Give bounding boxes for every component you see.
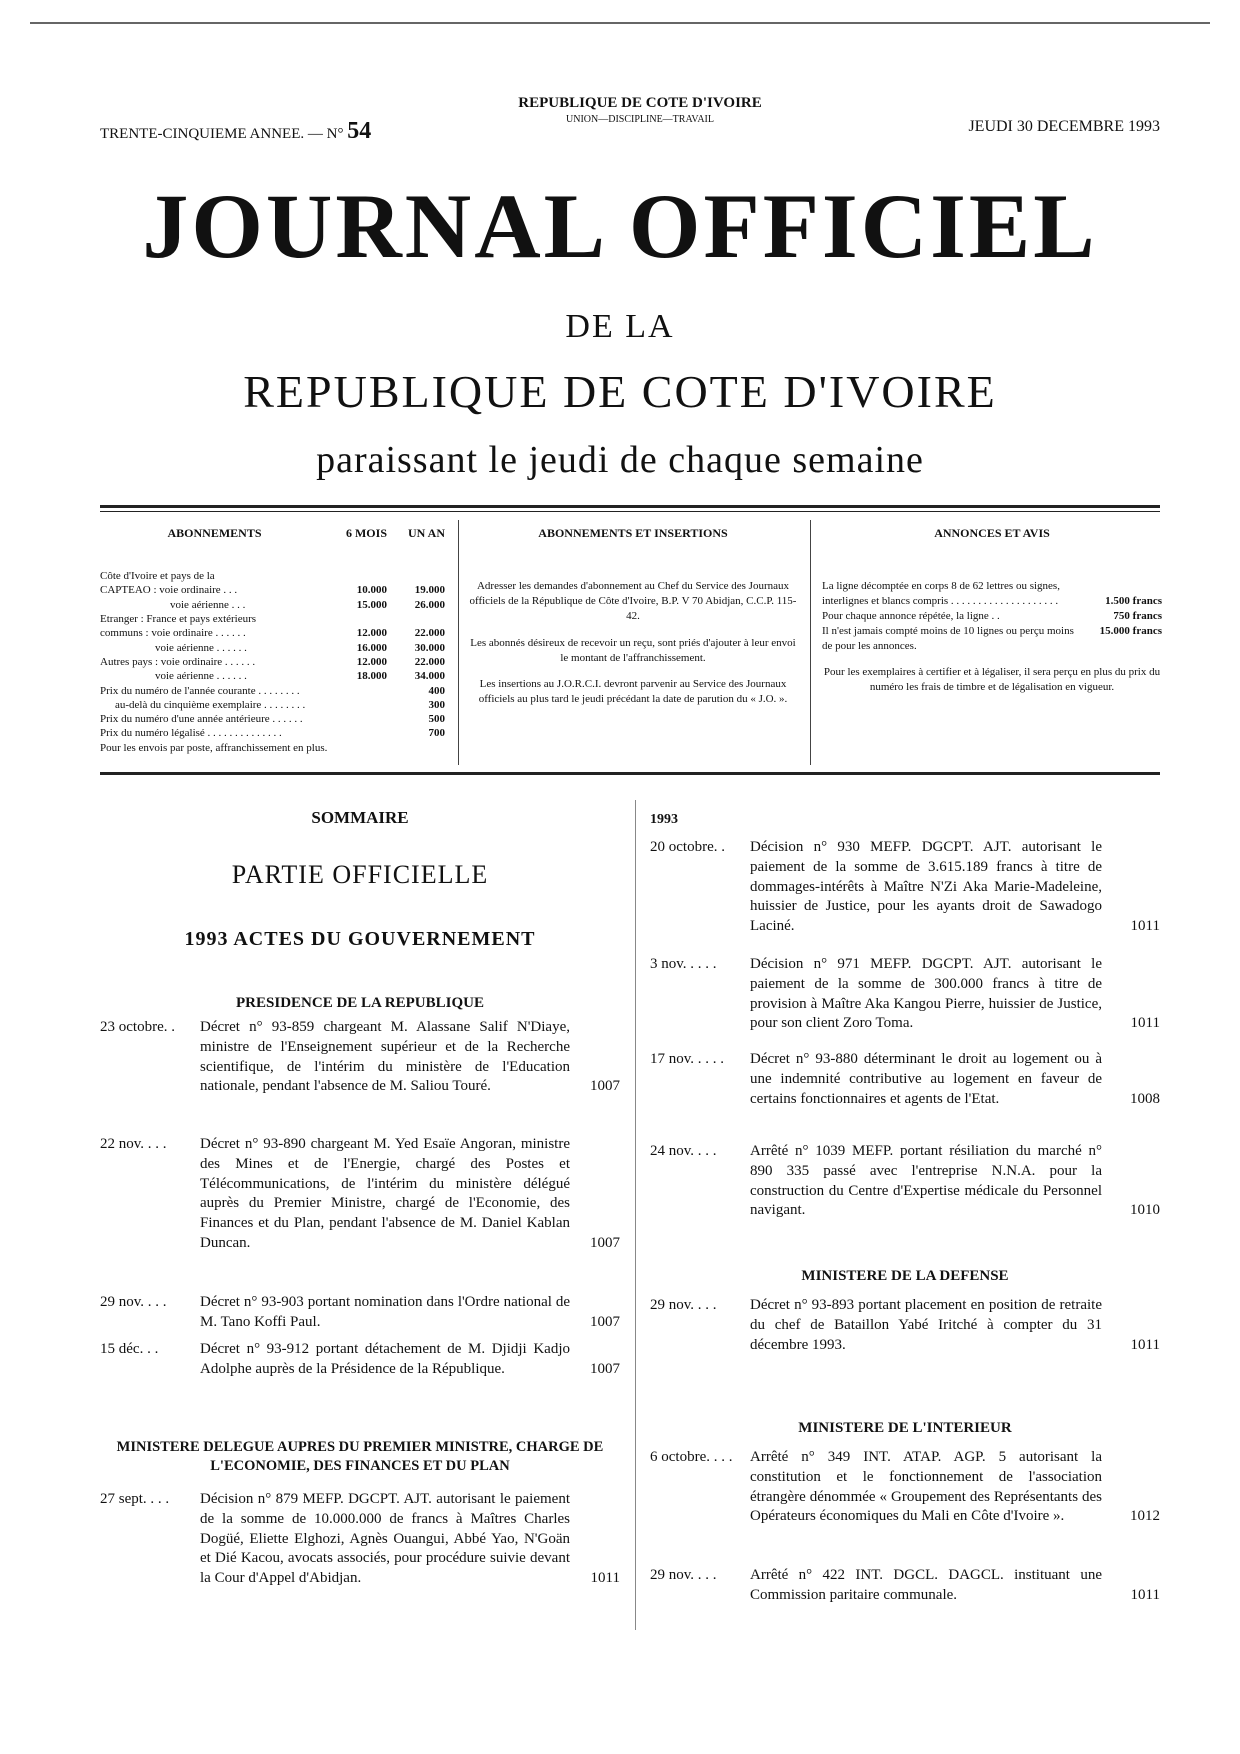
entry-text: Décret n° 93-893 portant placement en position de retraite du chef de Bataillon Yabé Iritché à compter du 31 décembre 1993. <box>750 1297 1102 1353</box>
entry-text: Décision n° 971 MEFP. DGCPT. AJT. autorisant le paiement de la somme de 300.000 francs à titre de provision à Maître Aka Kangou Pierre, huissier de Justice, pour son client Zoro Toma. <box>750 956 1102 1032</box>
entry-date: 27 sept. . . . <box>100 1491 170 1507</box>
entry-page: 1011 <box>1130 1336 1160 1353</box>
entry-text: Arrêté n° 349 INT. ATAP. AGP. 5 autorisant la constitution et le fonctionnement de l'association étrangère dénommée « Groupement des Représentants des Opérateurs économiques du Mali en Côte d'Ivoire ». <box>750 1449 1102 1525</box>
issue-number: 54 <box>347 118 372 144</box>
masthead-republique: REPUBLIQUE DE COTE D'IVOIRE <box>243 366 997 417</box>
masthead-de-la: DE LA <box>565 308 675 345</box>
annonces-p4: Pour les exemplaires à certifier et à légaliser, il sera perçu en plus du prix du numéro les frais de timbre et de légalisation en vigueur. <box>823 666 1161 694</box>
toc-entry <box>650 1448 1160 1527</box>
entry-text: Arrêté n° 1039 MEFP. portant résiliation du marché n° 890 335 passé avec l'entreprise N.N.A. pour la construction du Centre d'Expertise médicale du Personnel navigant. <box>750 1143 1102 1219</box>
entry-date: 23 octobre. . <box>100 1019 175 1035</box>
toc-entry <box>100 1018 620 1097</box>
entry-text: Décret n° 93-880 déterminant le droit au logement ou à une indemnité contributive au logement en faveur de certains fonctionnaires et agents de l'Etat. <box>750 1051 1102 1107</box>
entry-date: 20 octobre. . <box>650 839 725 855</box>
price-row: Prix du numéro d'une année antérieure . . . . . . 500 <box>100 713 445 726</box>
republic-header <box>470 95 810 125</box>
entry-page: 1012 <box>1130 1508 1160 1525</box>
entry-date: 22 nov. . . . <box>100 1136 167 1152</box>
entry-page: 1011 <box>1130 1015 1160 1032</box>
price-row: Autres pays : voie ordinaire . . . . . . 12.000 22.000 <box>100 655 445 668</box>
annonces-value1: 1.500 francs <box>1105 595 1162 608</box>
entry-text: Décision n° 930 MEFP. DGCPT. AJT. autorisant le paiement de la somme de 3.615.189 francs à titre de dommages-intérêts à Maître N'Zi Aka Marie-Madeleine, huissier de Justice, pour les ayants droit de Sawadogo Laciné. <box>750 839 1102 935</box>
annonces-line2: Pour chaque annonce répétée, la ligne . . <box>822 609 1000 622</box>
entry-page: 1010 <box>1130 1202 1160 1219</box>
entry-page: 1007 <box>590 1313 620 1330</box>
section-interieur: MINISTERE DE L'INTERIEUR <box>798 1420 1012 1436</box>
actes-heading: 1993 ACTES DU GOUVERNEMENT <box>184 928 536 950</box>
masthead-rule-thin <box>100 511 1160 512</box>
entry-page: 1007 <box>590 1360 620 1377</box>
price-row: communs : voie ordinaire . . . . . . 12.000 22.000 <box>100 627 445 640</box>
toc-entry <box>650 838 1160 937</box>
entry-page: 1007 <box>590 1078 620 1095</box>
entry-date: 29 nov. . . . <box>100 1294 167 1310</box>
insertions-box <box>468 525 798 707</box>
price-row: voie aérienne . . . 15.000 26.000 <box>170 598 445 611</box>
entry-page: 1011 <box>1130 1586 1160 1603</box>
col-unan: UN AN <box>407 526 445 540</box>
annonces-line1: La ligne décomptée en corps 8 de 62 lettres ou signes, interlignes et blancs compris . . . . . . . . . . . . . . . . . . . . <box>822 580 1060 608</box>
entry-text: Décret n° 93-890 chargeant M. Yed Esaïe Angoran, ministre des Mines et de l'Energie, chargé des Postes et Télécommunications, de l'intérim du ministère délégué auprès du Premier Ministre, chargé de l'Economie, des Finances et du Plan, pendant l'absence de M. Daniel Kablan Duncan. <box>200 1136 570 1251</box>
price-row: CAPTEAO : voie ordinaire . . . 10.000 19.000 <box>100 584 445 597</box>
entry-page: 1008 <box>1130 1090 1160 1107</box>
entry-text: Arrêté n° 422 INT. DGCL. DAGCL. instituant une Commission paritaire communale. <box>750 1567 1102 1603</box>
column-divider <box>635 800 636 1630</box>
insertions-p1: Adresser les demandes d'abonnement au Chef du Service des Journaux officiels de la République de Côte d'Ivoire, B.P. V 70 Abidjan, C.C.P. 115-42. <box>469 580 797 622</box>
price-row: Etranger : France et pays extérieurs <box>100 613 257 626</box>
price-row: Prix du numéro légalisé . . . . . . . . . . . . . . 700 <box>100 727 445 740</box>
republic-name: REPUBLIQUE DE COTE D'IVOIRE <box>518 95 762 111</box>
price-row: Côte d'Ivoire et pays de la <box>100 570 215 583</box>
issue-date: JEUDI 30 DECEMBRE 1993 <box>968 118 1160 135</box>
toc-entry <box>100 1340 620 1380</box>
entry-date: 15 déc. . . <box>100 1341 159 1357</box>
price-row: Pour les envois par poste, affranchissement en plus. <box>100 741 328 754</box>
annonces-line3: Il n'est jamais compté moins de 10 lignes ou perçu moins de pour les annonces. <box>822 624 1074 652</box>
masthead-subtitle: paraissant le jeudi de chaque semaine <box>316 439 924 481</box>
entry-date: 17 nov. . . . . <box>650 1051 725 1067</box>
entry-date: 6 octobre. . . . <box>650 1449 733 1465</box>
partie-officielle: PARTIE OFFICIELLE <box>231 860 489 889</box>
insertions-heading: ABONNEMENTS ET INSERTIONS <box>538 526 728 540</box>
year-label: TRENTE-CINQUIEME ANNEE. — N° <box>100 126 344 142</box>
entry-page: 1011 <box>1130 918 1160 935</box>
sommaire-title: SOMMAIRE <box>311 808 409 827</box>
section-presidence: PRESIDENCE DE LA REPUBLIQUE <box>236 995 484 1011</box>
abonnements-heading: ABONNEMENTS <box>167 526 262 540</box>
prices-table <box>100 569 445 755</box>
entry-date: 3 nov. . . . . <box>650 956 717 972</box>
price-row: Prix du numéro de l'année courante . . . . . . . . 400 <box>100 684 445 697</box>
toc-entry <box>650 955 1160 1034</box>
price-row: voie aérienne . . . . . . 18.000 34.000 <box>155 670 445 683</box>
box-divider <box>458 520 459 765</box>
annonces-value3: 15.000 francs <box>1099 624 1162 637</box>
insertions-p3: Les insertions au J.O.R.C.I. devront parvenir au Service des Journaux officiels au plus tard le jeudi précédant la date de parution du « J.O. ». <box>478 678 788 706</box>
box-divider <box>810 520 811 765</box>
toc-entry <box>650 1566 1160 1606</box>
price-row: voie aérienne . . . . . . 16.000 30.000 <box>155 641 445 654</box>
top-border <box>30 22 1210 24</box>
toc-entry <box>650 1296 1160 1355</box>
toc-entry <box>100 1490 620 1589</box>
toc-entry <box>100 1135 620 1254</box>
issue-info <box>100 118 371 145</box>
entry-page: 1007 <box>590 1234 620 1251</box>
abonnements-box <box>100 525 445 755</box>
entry-text: Décret n° 93-912 portant détachement de M. Djidji Kadjo Adolphe auprès de la Présidence de la République. <box>200 1341 570 1377</box>
col2-year: 1993 <box>650 812 678 827</box>
annonces-box <box>822 525 1162 695</box>
section-ministere-delegue: MINISTERE DELEGUE AUPRES DU PREMIER MINISTRE, CHARGE DE L'ECONOMIE, DES FINANCES ET DU PLAN <box>116 1439 604 1474</box>
entry-text: Décret n° 93-903 portant nomination dans l'Ordre national de M. Tano Koffi Paul. <box>200 1294 570 1330</box>
entry-text: Décret n° 93-859 chargeant M. Alassane Salif N'Diaye, ministre de l'Enseignement supérieur et de la Recherche scientifique, de l'intérim du ministère de l'Education nationale, pendant l'absence de M. Saliou Touré. <box>200 1019 570 1095</box>
toc-entry <box>650 1142 1160 1221</box>
toc-entry <box>100 1293 620 1333</box>
col-6mois: 6 MOIS <box>345 526 387 540</box>
entry-date: 29 nov. . . . <box>650 1297 717 1313</box>
price-row: au-delà du cinquième exemplaire . . . . . . . . 300 <box>115 698 445 711</box>
entry-date: 29 nov. . . . <box>650 1567 717 1583</box>
entry-date: 24 nov. . . . <box>650 1143 717 1159</box>
toc-entry <box>650 1050 1160 1109</box>
annonces-value2: 750 francs <box>1113 609 1162 622</box>
masthead-rule <box>100 505 1160 508</box>
annonces-heading: ANNONCES ET AVIS <box>934 526 1050 540</box>
section-defense: MINISTERE DE LA DEFENSE <box>801 1268 1009 1284</box>
entry-page: 1011 <box>590 1570 620 1587</box>
journal-title: JOURNAL OFFICIEL <box>142 175 1098 277</box>
entry-text: Décision n° 879 MEFP. DGCPT. AJT. autorisant le paiement de la somme de 10.000.000 de francs à Maîtres Charles Dogüé, Eliette Elghozi, Agnès Ouangui, Abbé Yao, N'Goän et Dié Kacou, avocats associés, pour procédure suivie devant la Cour d'Appel d'Abidjan. <box>200 1491 570 1587</box>
insertions-p2: Les abonnés désireux de recevoir un reçu, sont priés d'ajouter à leur envoi le montant de l'affranchissement. <box>470 636 796 664</box>
box-bottom-rule <box>100 772 1160 775</box>
motto: UNION—DISCIPLINE—TRAVAIL <box>566 114 714 125</box>
